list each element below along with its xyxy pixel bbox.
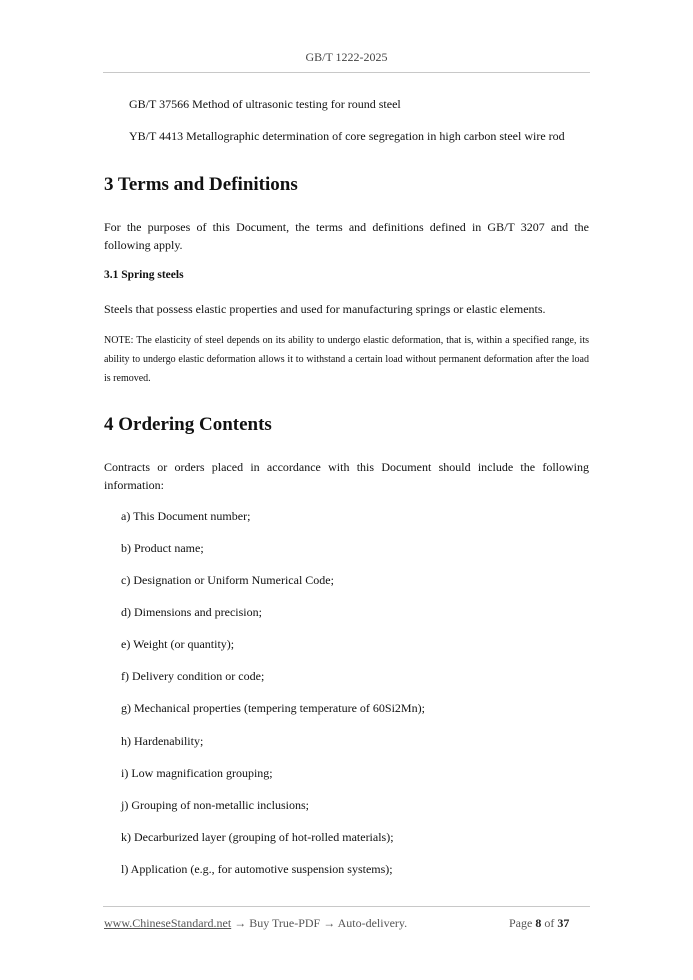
header-divider — [103, 72, 590, 73]
list-item: e) Weight (or quantity); — [121, 637, 235, 651]
list-item: k) Decarburized layer (grouping of hot-rolled materials); — [121, 830, 394, 844]
list-item: f) Delivery condition or code; — [121, 669, 265, 683]
page-indicator — [509, 916, 569, 931]
term-heading: 3.1 Spring steels — [104, 269, 184, 281]
footer-divider — [103, 906, 590, 907]
list-item: a) This Document number; — [121, 509, 251, 523]
list-item: j) Grouping of non-metallic inclusions; — [121, 798, 309, 812]
list-item: l) Application (e.g., for automotive suspension systems); — [121, 862, 393, 876]
list-item: c) Designation or Uniform Numerical Code; — [121, 573, 334, 587]
term-note: NOTE: The elasticity of steel depends on its ability to undergo elastic deformation, that is, within a specified range, its ability to undergo elastic deformation allows it to withstand a certain load without permanent deformation after the load is removed. — [104, 335, 589, 384]
list-item: h) Hardenability; — [121, 734, 204, 748]
section-intro: For the purposes of this Document, the terms and definitions defined in GB/T 3207 and the following apply. — [104, 220, 589, 252]
page-number: 8 — [535, 916, 542, 930]
list-item: g) Mechanical properties (tempering temperature of 60Si2Mn); — [121, 701, 425, 715]
page-label: Page — [509, 916, 533, 930]
list-item: i) Low magnification grouping; — [121, 766, 273, 780]
header-title: GB/T 1222-2025 — [305, 50, 388, 64]
list-item: b) Product name; — [121, 541, 204, 555]
arrow-icon: → — [323, 916, 336, 930]
reference-item: GB/T 37566 Method of ultrasonic testing for round steel — [129, 97, 401, 111]
section-heading: 3 Terms and Definitions — [104, 174, 298, 195]
delivery-text: Auto-delivery. — [337, 916, 408, 930]
arrow-icon: → — [234, 916, 247, 930]
list-item: d) Dimensions and precision; — [121, 605, 262, 619]
site-link[interactable]: www.ChineseStandard.net — [104, 916, 232, 930]
page-total: 37 — [557, 916, 570, 930]
buy-pdf-text: Buy True-PDF — [249, 916, 321, 930]
term-definition: Steels that possess elastic properties and used for manufacturing springs or elastic elements. — [104, 302, 546, 316]
reference-item: YB/T 4413 Metallographic determination of core segregation in high carbon steel wire rod — [129, 129, 565, 143]
section-heading: 4 Ordering Contents — [104, 414, 272, 435]
footer-promo — [104, 916, 407, 931]
of-label: of — [544, 916, 555, 930]
section-intro: Contracts or orders placed in accordance with this Document should include the following information: — [104, 460, 589, 492]
